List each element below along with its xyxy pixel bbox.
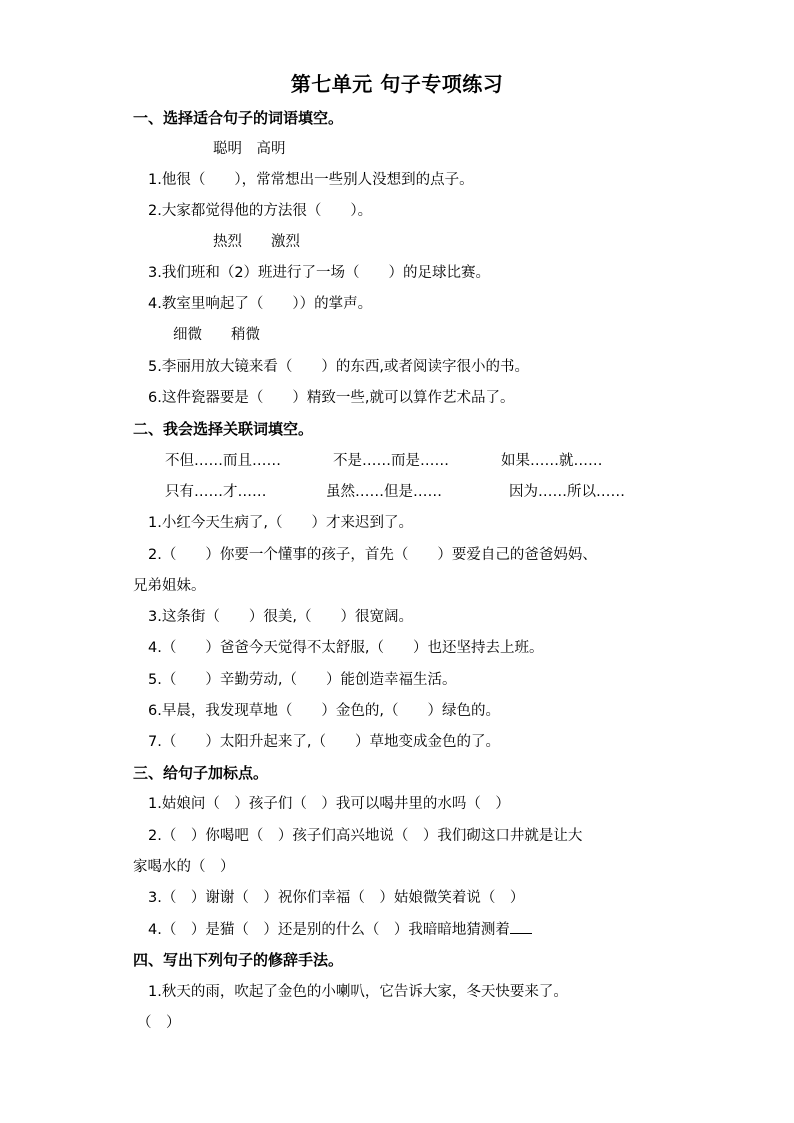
section-1-item-3: 3.我们班和（2）班进行了一场（ ）的足球比赛。 [148, 265, 491, 281]
answer-underline[interactable] [510, 919, 532, 934]
section-2-item-3: 3.这条街（ ）很美,（ ）很宽阔。 [148, 609, 413, 625]
conjunction-option: 虽然……但是…… [326, 484, 442, 500]
conjunction-option: 因为……所以…… [509, 484, 625, 500]
section-2-item-5: 5.（ ）辛勤劳动,（ ）能创造幸福生活。 [148, 672, 457, 688]
section-1-heading: 一、选择适合句子的词语填空。 [133, 109, 344, 127]
section-2-heading: 二、我会选择关联词填空。 [133, 420, 314, 438]
section-2-item-4: 4.（ ）爸爸今天觉得不太舒服,（ ）也还坚持去上班。 [148, 640, 544, 656]
section-1-item-1: 1.他很（ ），常常想出一些别人没想到的点子。 [148, 172, 474, 188]
conjunction-option: 不但……而且…… [165, 453, 281, 469]
section-3-item-3: 3.（ ）谢谢（ ）祝你们幸福（ ）姑娘微笑着说（ ） [148, 890, 525, 906]
word-choice-2: 热烈 激烈 [213, 234, 300, 250]
section-4-item-1: 1.秋天的雨，吹起了金色的小喇叭，它告诉大家，冬天快要来了。 [148, 984, 568, 1000]
section-2-item-6: 6.早晨，我发现草地（ ）金色的,（ ）绿色的。 [148, 703, 500, 719]
section-2-item-2-continued: 兄弟姐妹。 [133, 578, 206, 594]
conjunction-option: 如果……就…… [501, 453, 603, 469]
word-choice-1: 聪明 高明 [213, 141, 286, 157]
section-3-item-4-text: 4.（ ）是猫（ ）还是别的什么（ ）我暗暗地猜测着 [148, 922, 510, 938]
section-3-item-2-continued: 家喝水的（ ） [133, 859, 235, 875]
word-choice-3: 细微 稍微 [173, 327, 260, 343]
section-1-item-6: 6.这件瓷器要是（ ）精致一些,就可以算作艺术品了。 [148, 390, 515, 406]
section-3-item-2: 2.（ ）你喝吧（ ）孩子们高兴地说（ ）我们砌这口井就是让大 [148, 828, 583, 844]
section-3-heading: 三、给句子加标点。 [133, 764, 269, 782]
section-3-item-1: 1.姑娘问（ ）孩子们（ ）我可以喝井里的水吗（ ） [148, 796, 510, 812]
section-2-item-1: 1.小红今天生病了,（ ）才来迟到了。 [148, 515, 413, 531]
section-2-item-2: 2.（ ）你要一个懂事的孩子，首先（ ）要爱自己的爸爸妈妈、 [148, 547, 597, 563]
section-4-heading: 四、写出下列句子的修辞手法。 [133, 951, 344, 969]
page-title: 第七单元 句子专项练习 [290, 72, 504, 96]
section-4-item-1-answer: （ ） [137, 1015, 181, 1031]
conjunction-option: 只有……才…… [165, 484, 267, 500]
conjunction-option: 不是……而是…… [333, 453, 449, 469]
section-1-item-2: 2.大家都觉得他的方法很（ ）。 [148, 203, 373, 219]
section-1-item-5: 5.李丽用放大镜来看（ ）的东西,或者阅读字很小的书。 [148, 359, 529, 375]
section-1-item-4: 4.教室里响起了（ ））的掌声。 [148, 296, 373, 312]
section-2-item-7: 7.（ ）太阳升起来了,（ ）草地变成金色的了。 [148, 734, 500, 750]
section-3-item-4 [148, 919, 532, 939]
